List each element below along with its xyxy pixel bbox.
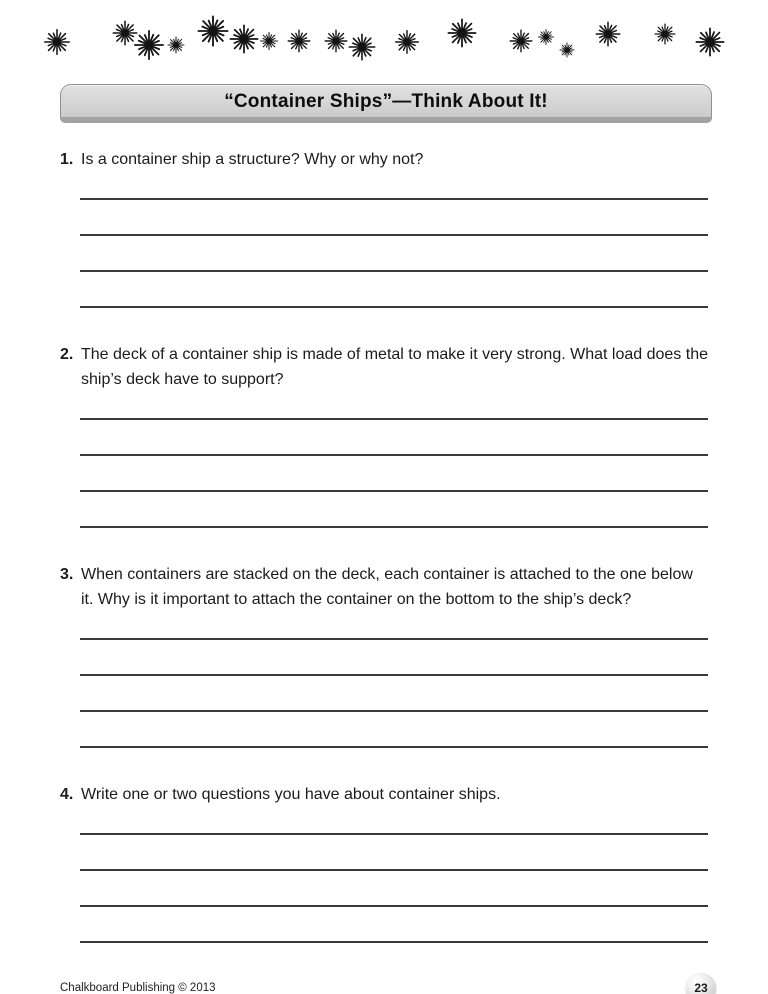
answer-line [80,420,708,456]
answer-line [80,676,708,712]
answer-line [80,871,708,907]
answer-line [80,640,708,676]
page-title: “Container Ships”—Think About It! [224,91,548,112]
starburst-icon [655,24,676,45]
starburst-icon [510,30,533,53]
answer-line [80,236,708,272]
answer-line [80,200,708,236]
answer-line [80,272,708,308]
question-text: Is a container ship a structure? Why or why not? [81,151,424,168]
starburst-icon [349,34,376,61]
footer-publisher: Chalkboard Publishing © 2013 [60,982,216,994]
answer-lines [80,604,708,748]
question-number: 1. [60,151,74,168]
starburst-icon [596,22,621,47]
starburst-icon [696,28,725,57]
answer-lines [80,799,708,943]
page-footer [60,973,716,994]
starburst-icon [288,30,311,53]
question-item [60,562,708,748]
starburst-icon [395,30,419,54]
question-text: Write one or two questions you have about container ships. [81,786,501,803]
starburst-icon [44,29,70,55]
question-text: When containers are stacked on the deck, each container is attached to the one below it. Why is it important to attach the container on the bottom to the ship’s deck? [81,566,693,608]
question-text: The deck of a container ship is made of metal to make it very strong. What load does the ship’s deck have to support? [81,346,708,388]
starburst-icon [560,43,575,58]
starburst-icon [448,19,477,48]
starburst-icon [325,30,348,53]
question-number: 4. [60,786,74,803]
question-number: 3. [60,566,74,583]
starburst-icon [198,16,229,47]
question-number: 2. [60,346,74,363]
starburst-icon [260,32,278,50]
question-item [60,782,708,943]
answer-lines [80,384,708,528]
answer-line [80,456,708,492]
answer-line [80,712,708,748]
answer-lines [80,164,708,308]
answer-line [80,835,708,871]
star-strip [0,0,768,70]
answer-line [80,492,708,528]
starburst-icon [168,37,185,54]
title-banner [60,84,712,123]
page-number-badge: 23 [686,973,716,994]
question-item [60,147,708,308]
starburst-icon [538,29,554,45]
questions-list [0,147,768,943]
starburst-icon [134,30,164,60]
answer-line [80,907,708,943]
starburst-icon [230,25,259,54]
question-item [60,342,708,528]
